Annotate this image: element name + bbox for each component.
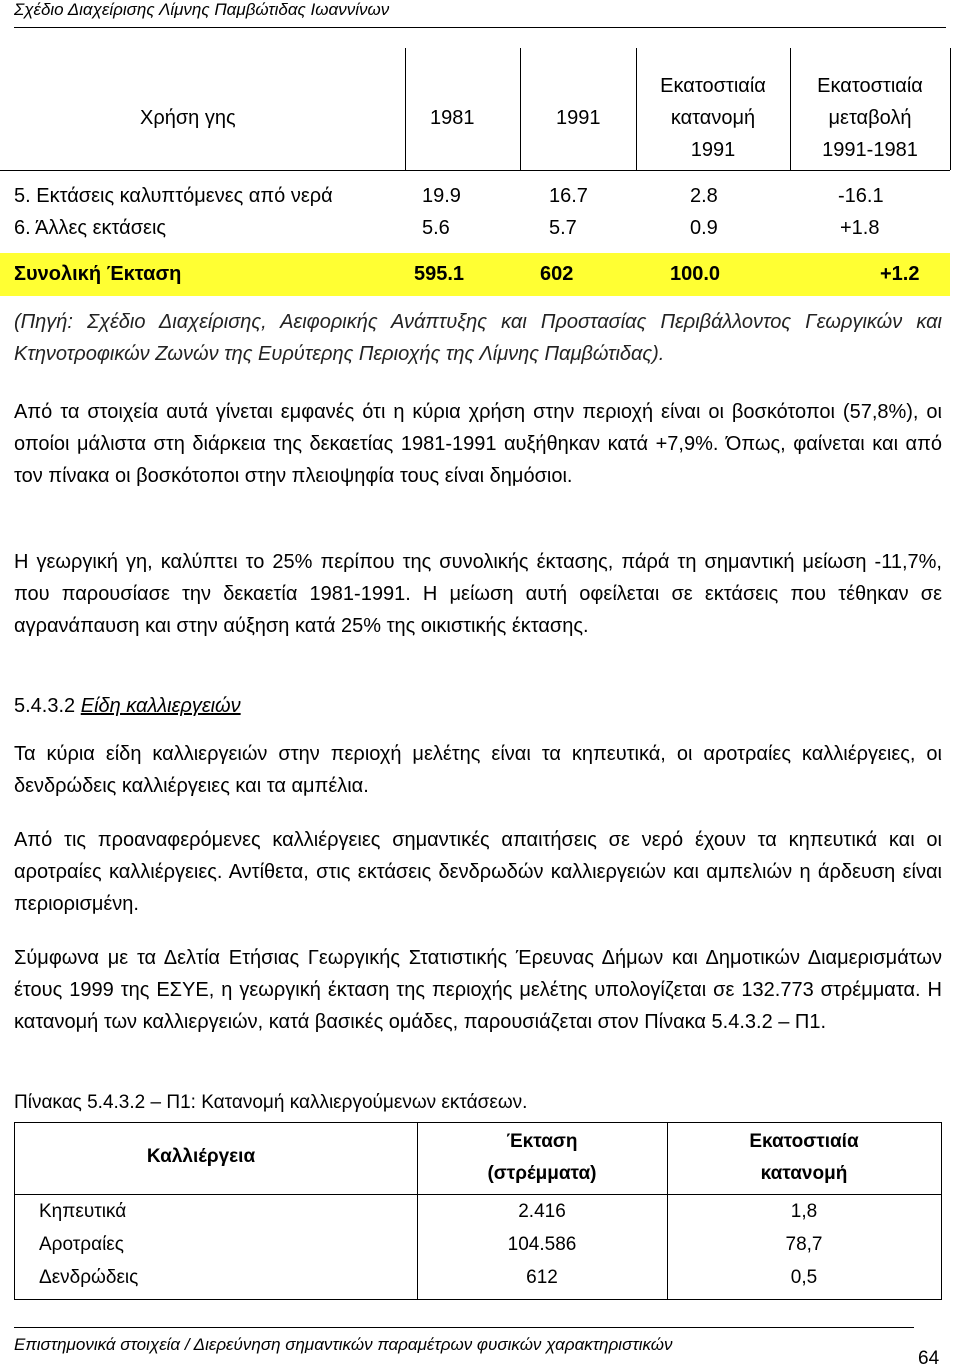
land-use-label: 6. Άλλες εκτάσεις <box>14 217 167 239</box>
crop-area: 612 <box>526 1267 558 1288</box>
document-title: Σχέδιο Διαχείρισης Λίμνης Παμβώτιδας Ιωαννίνων <box>14 0 390 19</box>
crop-area: 104.586 <box>507 1234 577 1255</box>
table-row <box>0 181 950 211</box>
col-header-pct-l1: Εκατοστιαία <box>749 1131 859 1152</box>
col-header-share-l2: κατανομή <box>670 107 756 129</box>
body-paragraph: Από τις προαναφερόμενες καλλιέργειες σημαντικές απαιτήσεις σε νερό έχουν τα κηπευτικά και οι αροτραίες καλλιέργειες. Αντίθετα, στις εκτάσεις δενδρωδών καλλιεργειών και αμπελιών η άρδευση είναι περιορισμένη. <box>14 829 942 915</box>
body-paragraph: Από τα στοιχεία αυτά γίνεται εμφανές ότι η κύρια χρήση στην περιοχή είναι οι βοσκότοποι (57,8%), οι οποίοι μάλιστα στη διάρκεια της δεκαετίας 1981-1991 αυξήθηκαν κατά +7,9%. Όπως, φαίνεται και από τον πίνακα οι βοσκότοποι στην πλειοψηφία τους είναι δημόσιοι. <box>14 401 942 487</box>
col-header-change-l3: 1991-1981 <box>822 139 918 161</box>
crop-name: Κηπευτικά <box>39 1201 127 1222</box>
col-header-1991: 1991 <box>556 107 601 129</box>
body-paragraph: Η γεωργική γη, καλύπτει το 25% περίπου της συνολικής έκτασης, πάρά τη σημαντική μείωση -11,7%, που παρουσίασε την δεκαετία 1981-1991. Η μείωση αυτή οφείλεται σε εκτάσεις που τέθηκαν σε αγρανάπαυση και στην αύξηση κατά 25% της οικιστικής έκτασης. <box>14 551 942 637</box>
footer-text: Επιστημονικά στοιχεία / Διερεύνηση σημαντικών παραμέτρων φυσικών χαρακτηριστικών <box>14 1335 673 1354</box>
col-header-change-l1: Εκατοστιαία <box>817 75 923 97</box>
value-share: 2.8 <box>690 185 718 207</box>
table-row <box>0 213 950 243</box>
land-use-label: 5. Εκτάσεις καλυπτόμενες από νερά <box>14 185 333 207</box>
footer-divider <box>14 1327 914 1328</box>
crop-area: 2.416 <box>518 1201 566 1222</box>
crop-percent: 0,5 <box>790 1267 818 1288</box>
value-change: +1.8 <box>840 217 880 239</box>
col-header-change-l2: μεταβολή <box>828 107 912 129</box>
column-divider <box>950 48 951 170</box>
section-number: 5.4.3.2 <box>14 695 76 717</box>
crop-percent: 1,8 <box>790 1201 818 1222</box>
column-divider <box>405 48 406 170</box>
value-1981: 5.6 <box>422 217 450 239</box>
col-header-area-l2: (στρέμματα) <box>487 1163 597 1184</box>
header-divider <box>14 27 946 28</box>
col-header-crop: Καλλιέργεια <box>146 1146 256 1167</box>
body-paragraph: Σύμφωνα με τα Δελτία Ετήσιας Γεωργικής Στατιστικής Έρευνας Δήμων και Δημοτικών Διαμερισμάτων έτους 1999 της ΕΣΥΕ, η γεωργική έκταση της περιοχής μελέτης υπολογίζεται σε 132.773 στρέμματα. Η κατανομή των καλλιεργειών, κατά βασικές ομάδες, παρουσιάζεται στον Πίνακα 5.4.3.2 – Π1. <box>14 947 942 1033</box>
table-caption: Πίνακας 5.4.3.2 – Π1: Κατανομή καλλιεργούμενων εκτάσεων. <box>14 1092 528 1113</box>
value-share: 0.9 <box>690 217 718 239</box>
total-label: Συνολική Έκταση <box>14 263 182 285</box>
section-heading <box>14 695 241 718</box>
land-use-table <box>0 48 960 285</box>
body-paragraph: Τα κύρια είδη καλλιεργειών στην περιοχή μελέτης είναι τα κηπευτικά, οι αροτραίες καλλιέργειες, οι δενδρώδεις καλλιέργειες και τα αμπέλια. <box>14 743 942 797</box>
total-share: 100.0 <box>670 263 721 285</box>
col-header-share-l3: 1991 <box>690 139 736 161</box>
col-header-1981: 1981 <box>430 107 475 129</box>
crop-distribution-table <box>14 1122 942 1300</box>
page-number: 64 <box>918 1348 940 1369</box>
total-1981: 595.1 <box>414 263 465 285</box>
col-header-area-l1: Έκταση <box>506 1131 578 1152</box>
value-1981: 19.9 <box>422 185 461 207</box>
total-row <box>0 253 950 296</box>
crop-name: Δενδρώδεις <box>39 1267 139 1288</box>
crop-percent: 78,7 <box>785 1234 823 1255</box>
col-header-land-use: Χρήση γης <box>140 107 236 129</box>
column-divider <box>520 48 521 170</box>
total-1991: 602 <box>540 263 574 285</box>
section-title: Είδη καλλιεργειών <box>80 695 241 717</box>
value-1991: 5.7 <box>549 217 577 239</box>
col-header-share-l1: Εκατοστιαία <box>660 75 766 97</box>
value-1991: 16.7 <box>549 185 588 207</box>
col-header-pct-l2: κατανομή <box>760 1163 848 1184</box>
crop-name: Αροτραίες <box>39 1234 124 1255</box>
header-bottom-rule <box>0 170 950 171</box>
land-use-table-header <box>0 48 960 170</box>
value-change: -16.1 <box>838 185 884 207</box>
total-change: +1.2 <box>880 263 920 285</box>
table-source-note: (Πηγή: Σχέδιο Διαχείρισης, Αειφορικής Ανάπτυξης και Προστασίας Περιβάλλοντος Γεωργικών και Κτηνοτροφικών Ζωνών της Ευρύτερης Περιοχής της Λίμνης Παμβώτιδας). <box>14 311 942 365</box>
